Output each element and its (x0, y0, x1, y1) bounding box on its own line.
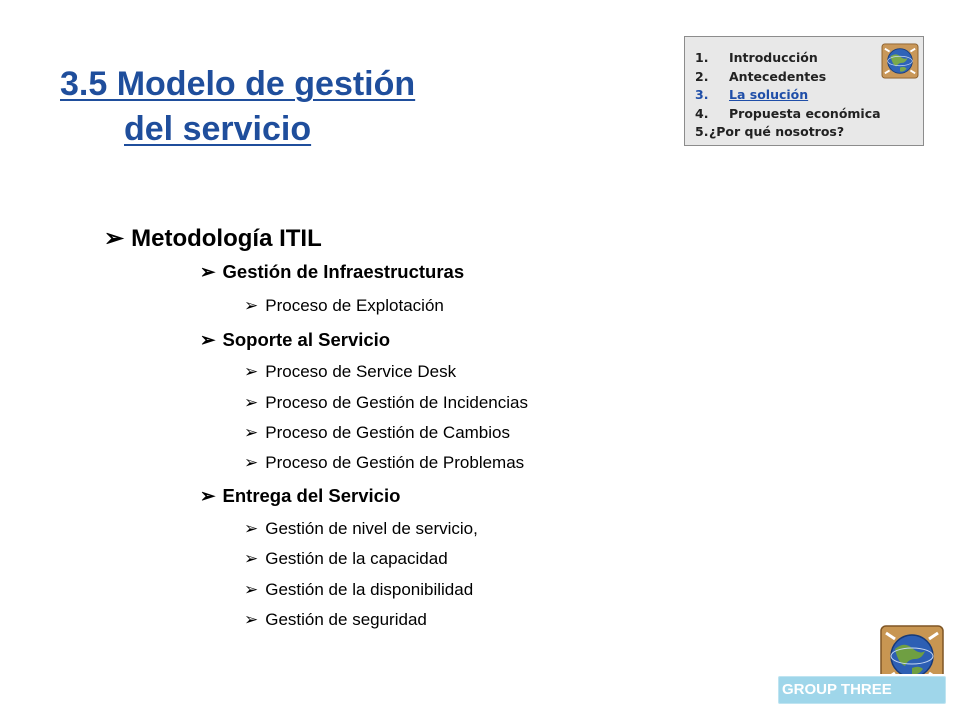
toc-item-number: 4. (695, 105, 709, 121)
arrow-bullet-icon: ➢ (244, 296, 259, 315)
slide-title (60, 62, 415, 152)
arrow-bullet-icon: ➢ (200, 485, 216, 506)
outline-item-metodologia-itil (104, 224, 322, 253)
outline-text: Gestión de la disponibilidad (265, 580, 474, 599)
group-three-badge: GROUP THREE (776, 674, 948, 706)
outline-text: Entrega del Servicio (222, 485, 401, 506)
outline-text: Proceso de Gestión de Incidencias (265, 393, 528, 412)
arrow-bullet-icon: ➢ (244, 549, 259, 568)
outline-text: Metodología ITIL (131, 225, 322, 252)
arrow-bullet-icon: ➢ (244, 362, 259, 381)
slide-title-line2: del servicio (124, 110, 312, 148)
toc-item-link[interactable]: La solución (729, 87, 809, 102)
outline-item-cambios (244, 423, 510, 443)
outline-item-entrega-servicio (200, 485, 400, 507)
toc-item-number: 1. (695, 50, 709, 65)
outline-item-nivel-servicio (244, 519, 478, 539)
toc-item-label: Introducción (729, 50, 818, 65)
toc-item-la-solucion[interactable] (695, 86, 923, 105)
arrow-bullet-icon: ➢ (104, 225, 125, 252)
arrow-bullet-icon: ➢ (200, 329, 216, 350)
outline-item-disponibilidad (244, 580, 473, 600)
toc-panel (684, 36, 924, 146)
outline-text: Gestión de la capacidad (265, 549, 448, 568)
outline-item-gestion-infraestructuras (200, 261, 464, 283)
arrow-bullet-icon: ➢ (244, 519, 259, 538)
outline-item-incidencias (244, 393, 528, 413)
outline-item-seguridad (244, 610, 427, 630)
outline-text: Soporte al Servicio (222, 329, 391, 350)
outline-item-capacidad (244, 549, 448, 569)
arrow-bullet-icon: ➢ (244, 610, 259, 629)
toc-item-number: 5. (695, 124, 709, 139)
outline-text: Gestión de seguridad (265, 610, 427, 629)
outline-item-soporte-servicio (200, 329, 390, 351)
outline-text: Proceso de Gestión de Cambios (265, 423, 510, 442)
outline-item-proceso-explotacion (244, 296, 444, 316)
toc-item-label: Propuesta económica (729, 105, 881, 121)
toc-item-label: ¿Por qué nosotros? (709, 124, 845, 139)
outline-item-problemas (244, 453, 524, 473)
arrow-bullet-icon: ➢ (244, 453, 259, 472)
outline-text: Gestión de Infraestructuras (222, 261, 465, 282)
toc-item-number: 3. (695, 87, 709, 102)
arrow-bullet-icon: ➢ (244, 580, 259, 599)
arrow-bullet-icon: ➢ (244, 423, 259, 442)
outline-item-service-desk (244, 362, 456, 382)
toc-item-label: Antecedentes (729, 68, 827, 84)
outline-text: Proceso de Explotación (265, 296, 444, 315)
outline-text: Proceso de Gestión de Problemas (265, 453, 525, 472)
toc-item-propuesta[interactable] (695, 105, 923, 124)
arrow-bullet-icon: ➢ (200, 261, 216, 282)
toc-item-por-que-nosotros[interactable] (695, 123, 923, 142)
arrow-bullet-icon: ➢ (244, 393, 259, 412)
toc-item-number: 2. (695, 68, 709, 84)
outline-text: Proceso de Service Desk (265, 362, 457, 381)
globe-icon (881, 43, 919, 79)
outline-text: Gestión de nivel de servicio, (265, 519, 478, 538)
slide-title-line1: 3.5 Modelo de gestión (60, 65, 416, 103)
